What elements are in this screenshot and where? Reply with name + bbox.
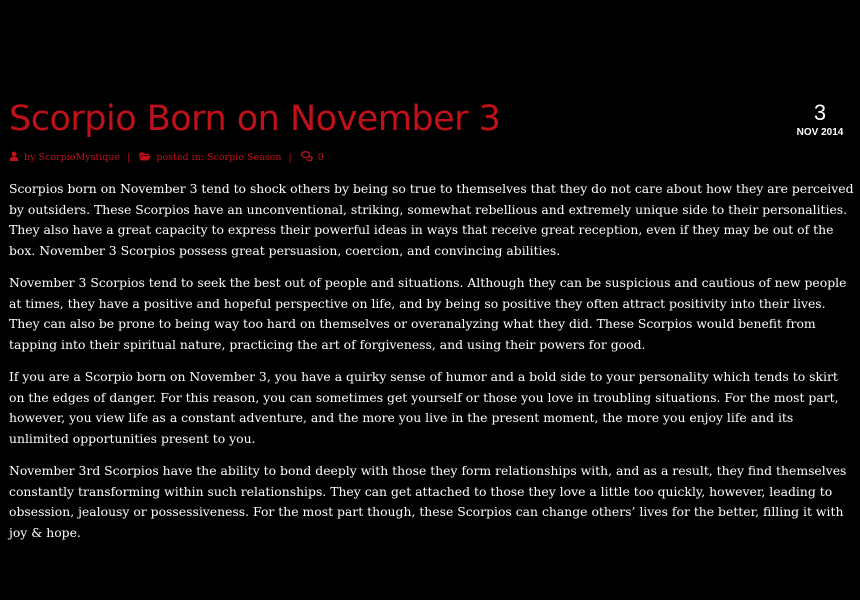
post-meta bbox=[9, 151, 324, 165]
folder-open-icon bbox=[139, 151, 151, 161]
post-paragraph: November 3rd Scorpios have the ability to bond deeply with those they form relationships with, and as a result, they find themselves constantly transforming within such relationships. They can get attached to those they love a little too quickly, however, leading to obsession, jealousy or possessiveness. For the most part though, these Scorpios can change others’ lives for the better, filling it with joy & hope. bbox=[9, 463, 847, 540]
category-prefix: posted in: bbox=[156, 152, 204, 163]
author-prefix: by bbox=[24, 152, 36, 163]
author-link[interactable]: ScorpioMystique bbox=[38, 152, 121, 163]
post-date-day: 3 bbox=[813, 100, 827, 125]
meta-separator: | bbox=[288, 152, 292, 163]
post-title[interactable]: Scorpio Born on November 3 bbox=[9, 99, 501, 139]
post-date bbox=[790, 100, 850, 140]
post-paragraph: If you are a Scorpio born on November 3, you have a quirky sense of humor and a bold side to your personality which tends to skirt on the edges of danger. For this reason, you can sometimes get yourself or those you love in troubling situations. For the most part, however, you view life as a constant adventure, and the more you live in the present moment, the more you enjoy life and its unlimited opportunities present to you. bbox=[9, 369, 839, 446]
post-date-month-year: NOV 2014 bbox=[796, 127, 844, 138]
post-paragraph: Scorpios born on November 3 tend to shock others by being so true to themselves that they do not care about how they are perceived by outsiders. These Scorpios have an unconventional, striking, somewhat rebellious and extremely unique side to their personalities. They also have a great capacity to express their powerful ideas in ways that receive great reception, even if they may be out of the box. November 3 Scorpios possess great persuasion, coercion, and convincing abilities. bbox=[9, 181, 854, 258]
user-icon bbox=[9, 151, 19, 161]
category-link[interactable]: Scorpio Season bbox=[207, 152, 282, 163]
comments-count-link[interactable]: 0 bbox=[317, 152, 324, 163]
post-paragraph: November 3 Scorpios tend to seek the best out of people and situations. Although they can be suspicious and cautious of new people at times, they have a positive and hopeful perspective on life, and by being so positive they often attract positivity into their lives. They can also be prone to being way too hard on themselves or overanalyzing what they did. These Scorpios would benefit from tapping into their spiritual nature, practicing the art of forgiveness, and using their powers for good. bbox=[9, 275, 847, 352]
post-body bbox=[9, 179, 855, 555]
comments-icon bbox=[301, 151, 313, 161]
meta-separator: | bbox=[127, 152, 131, 163]
